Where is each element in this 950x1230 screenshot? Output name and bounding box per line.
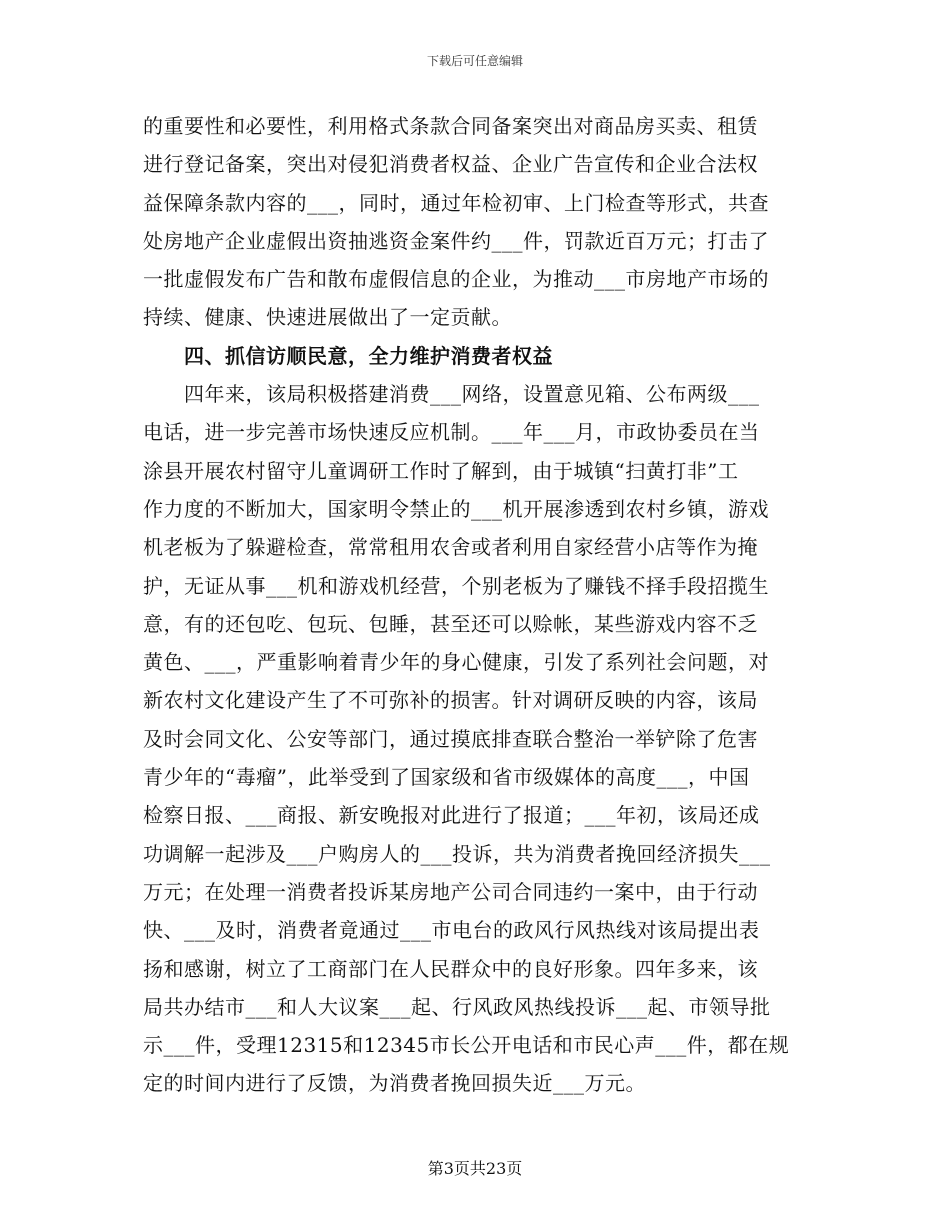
paragraph-line: 局共办结市___和人大议案___起、行风政风热线投诉___起、市领导批 bbox=[143, 994, 771, 1019]
paragraph-line: 一批虚假发布广告和散布虚假信息的企业，为推动___市房地产市场的 bbox=[143, 267, 769, 292]
paragraph-line: 益保障条款内容的___，同时，通过年检初审、上门检查等形式，共查 bbox=[143, 190, 769, 215]
paragraph-line: 机老板为了躲避检查，常常租用农舍或者利用自家经营小店等作为掩 bbox=[143, 535, 758, 560]
paragraph-line: 护，无证从事___机和游戏机经营，个别老板为了赚钱不择手段招揽生 bbox=[143, 573, 769, 598]
paragraph-line: 持续、健康、快速进展做出了一定贡献。 bbox=[143, 305, 512, 330]
paragraph-line: 四年来，该局积极搭建消费___网络，设置意见箱、公布两级___ bbox=[143, 382, 760, 407]
paragraph-line: 扬和感谢，树立了工商部门在人民群众中的良好形象。四年多来，该 bbox=[143, 956, 758, 981]
paragraph-line: 的重要性和必要性，利用格式条款合同备案突出对商品房买卖、租赁 bbox=[143, 114, 758, 138]
paragraph-line: 涂县开展农村留守儿童调研工作时了解到，由于城镇“扫黄打非”工 bbox=[143, 458, 739, 483]
paragraph-line: 意，有的还包吃、包玩、包睡，甚至还可以赊帐，某些游戏内容不乏 bbox=[143, 611, 758, 636]
page-header: 下载后可任意编辑 bbox=[426, 54, 523, 68]
paragraph-line: 电话，进一步完善市场快速反应机制。___年___月，市政协委员在当 bbox=[143, 420, 760, 445]
paragraph-line: 定的时间内进行了反馈，为消费者挽回损失近___万元。 bbox=[143, 1071, 646, 1096]
section-heading: 四、抓信访顺民意，全力维护消费者权益 bbox=[143, 343, 553, 368]
paragraph-line: 新农村文化建设产生了不可弥补的损害。针对调研反映的内容，该局 bbox=[143, 688, 758, 713]
paragraph-line: 及时会同文化、公安等部门，通过摸底排查联合整治一举铲除了危害 bbox=[143, 726, 758, 751]
paragraph-line: 示___件，受理12315和12345市长公开电话和市民心声___件，都在规 bbox=[143, 1033, 790, 1058]
page-number-footer: 第3页共23页 bbox=[427, 1159, 523, 1178]
paragraph-line: 作力度的不断加大，国家明令禁止的___机开展渗透到农村乡镇，游戏 bbox=[143, 496, 769, 521]
paragraph-line: 青少年的“毒瘤”，此举受到了国家级和省市级媒体的高度___，中国 bbox=[143, 765, 750, 790]
paragraph-line: 检察日报、___商报、新安晚报对此进行了报道；___年初，该局还成 bbox=[143, 803, 760, 828]
paragraph-line: 功调解一起涉及___户购房人的___投诉，共为消费者挽回经济损失___ bbox=[143, 841, 771, 866]
paragraph-line: 处房地产企业虚假出资抽逃资金案件约___件，罚款近百万元；打击了 bbox=[143, 228, 769, 253]
paragraph-line: 快、___及时，消费者竟通过___市电台的政风行风热线对该局提出表 bbox=[143, 918, 760, 943]
paragraph-line: 进行登记备案，突出对侵犯消费者权益、企业广告宣传和企业合法权 bbox=[143, 152, 758, 177]
paragraph-line: 黄色、___，严重影响着青少年的身心健康，引发了系列社会问题，对 bbox=[143, 650, 769, 675]
paragraph-line: 万元；在处理一消费者投诉某房地产公司合同违约一案中，由于行动 bbox=[143, 879, 758, 904]
document-body bbox=[143, 107, 813, 1103]
